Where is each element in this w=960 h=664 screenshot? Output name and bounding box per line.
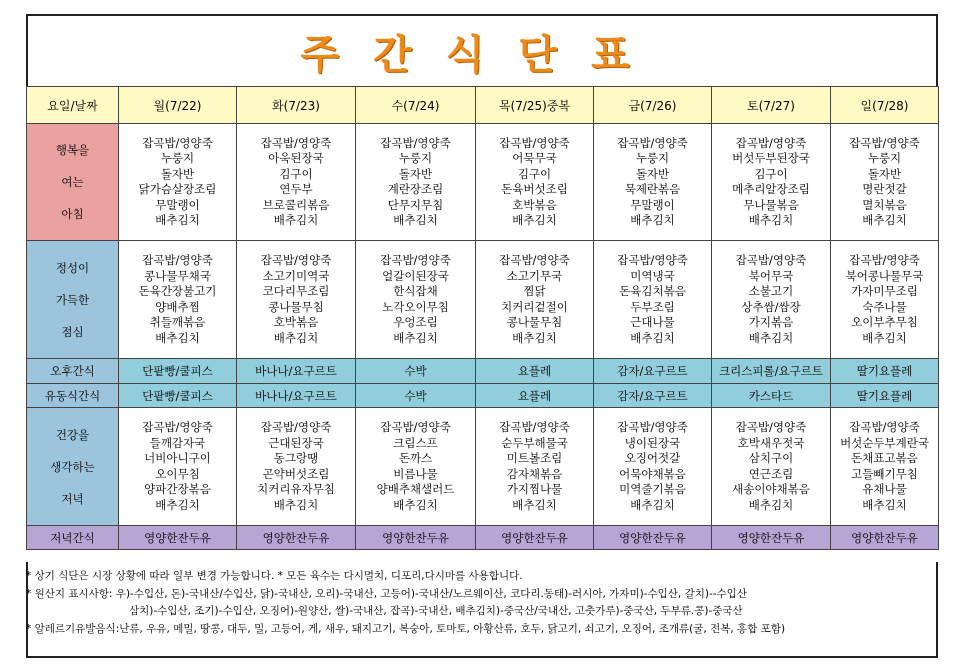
meal-cell <box>831 241 939 359</box>
meal-cell <box>476 408 594 526</box>
menu-item: 코다리무조림 <box>262 284 330 298</box>
menu-item: 배추김치 <box>273 330 319 345</box>
menu-item: 배추김치 <box>512 497 557 512</box>
menu-item: 누룽지 <box>867 151 902 165</box>
meal-cell <box>119 408 237 526</box>
row-label-line: 점심 <box>61 324 84 339</box>
menu-item: 누룽지 <box>398 151 433 165</box>
footnote-line: 삼치)-수입산, 조기)-수입산, 오징어)-원양산, 쌀)-국내산, 잡곡)-국내산, 배추김치)-중국산/국내산, 고춧가루)-중국산, 두부류.콩)-중국산 <box>129 605 743 617</box>
menu-item: 곤약버섯조림 <box>262 466 330 481</box>
menu-item: 연두부 <box>279 182 313 196</box>
meal-cell <box>119 241 237 359</box>
menu-item: 배추김치 <box>393 497 438 512</box>
menu-item: 무말랭이 <box>155 197 200 212</box>
menu-item: 돈육김치볶음 <box>619 284 686 298</box>
snack-cell: 바나나/요구르트 <box>237 384 356 408</box>
meal-cell <box>356 241 476 359</box>
menu-item: 잡곡밥/영양죽 <box>617 253 688 267</box>
menu-item: 크림스프 <box>393 435 438 450</box>
evening-snack-header: 저녁간식 <box>27 526 119 550</box>
menu-item: 연근조림 <box>748 466 794 481</box>
menu-item: 배추김치 <box>748 497 794 512</box>
weekly-menu-table <box>26 86 939 550</box>
menu-item: 콩나물무침 <box>268 299 324 314</box>
snack-cell: 영양한잔두유 <box>476 526 594 550</box>
menu-item: 양파간장볶음 <box>144 482 211 496</box>
day-header-thu: 목(7/25)중복 <box>476 87 594 124</box>
row-label-line: 행복을 <box>55 143 90 157</box>
snack-cell: 요플레 <box>476 359 594 384</box>
menu-item: 오징어젓갈 <box>624 451 681 465</box>
menu-item: 양배추채샐러드 <box>376 482 455 496</box>
footnote-line: * 원산지 표시사항: 우)-수입산, 돈)-국내산/수입산, 닭)-국내산, 오리)-국내산, 고등어)-국내산/노르웨이산, 코다리.동태)-러시아, 가자미)-수입산, 갈치)--수입산 <box>26 587 747 600</box>
menu-item: 들깨감자국 <box>149 435 206 450</box>
menu-item: 동그랑땡 <box>273 451 319 465</box>
menu-item: 돈육버섯조림 <box>501 182 568 196</box>
row-label-line: 건강을 <box>55 427 90 442</box>
lunch-row-header <box>27 241 119 359</box>
menu-item: 배추김치 <box>862 330 907 345</box>
menu-item: 고들빼기무침 <box>851 466 918 481</box>
menu-item: 미역냉국 <box>630 268 675 283</box>
menu-item: 돌자반 <box>398 166 433 181</box>
liquid-snack-row <box>27 384 939 408</box>
meal-cell <box>237 124 356 241</box>
menu-item: 삼치구이 <box>748 451 794 465</box>
snack-cell: 영양한잔두유 <box>119 526 237 550</box>
menu-item: 김구이 <box>517 166 552 181</box>
menu-item: 근대된장국 <box>268 435 324 450</box>
menu-item: 잡곡밥/영양죽 <box>735 135 807 150</box>
breakfast-row <box>27 124 939 241</box>
menu-item: 얼갈이된장국 <box>382 268 449 283</box>
row-label-line: 여는 <box>61 175 84 189</box>
meal-cell <box>712 408 831 526</box>
meal-cell <box>594 241 712 359</box>
menu-item: 잡곡밥/영양죽 <box>849 420 920 434</box>
menu-item: 잡곡밥/영양죽 <box>260 253 332 267</box>
menu-item: 너비아니구이 <box>144 451 211 465</box>
footnotes <box>26 568 936 638</box>
menu-item: 배추김치 <box>273 497 319 512</box>
snack-cell: 영양한잔두유 <box>356 526 476 550</box>
snack-cell: 단팥빵/쿨피스 <box>119 384 237 408</box>
menu-item: 배추김치 <box>630 497 675 512</box>
day-header-sun: 일(7/28) <box>831 87 939 124</box>
menu-item: 멸치볶음 <box>862 197 907 212</box>
menu-item: 북어콩나물무국 <box>845 268 924 283</box>
menu-item: 명란젓갈 <box>862 182 907 196</box>
menu-item: 무나물볶음 <box>743 197 799 212</box>
dinner-row <box>27 408 939 526</box>
meal-cell <box>712 241 831 359</box>
row-label-line: 저녁 <box>61 491 84 506</box>
snack-cell: 영양한잔두유 <box>594 526 712 550</box>
menu-item: 김구이 <box>754 166 788 181</box>
menu-item: 배추김치 <box>630 213 675 227</box>
menu-item: 잡곡밥/영양죽 <box>499 420 570 434</box>
footnote-line: * 알레르기유발음식:난류, 우유, 메밀, 땅콩, 대두, 밀, 고등어, 게, 새우, 돼지고기, 복숭아, 토마토, 아황산류, 호두, 닭고기, 쇠고기, 오징어, 조개류(굴, 전복, 홍합 포함) <box>26 622 786 635</box>
menu-item: 가지볶음 <box>748 315 794 329</box>
menu-item: 배추김치 <box>748 213 794 227</box>
menu-item: 냉이된장국 <box>624 435 681 450</box>
meal-cell <box>476 241 594 359</box>
snack-cell: 단팥빵/쿨피스 <box>119 359 237 384</box>
menu-item: 양배추찜 <box>155 299 200 314</box>
snack-cell: 바나나/요구르트 <box>237 359 356 384</box>
menu-item: 순두부해물국 <box>501 435 568 450</box>
snack-cell: 감자/요구르트 <box>594 384 712 408</box>
menu-item: 누룽지 <box>160 151 195 165</box>
menu-item: 돈육간장불고기 <box>138 284 217 298</box>
day-header-fri: 금(7/26) <box>594 87 712 124</box>
menu-item: 호박볶음 <box>273 315 319 329</box>
meal-cell <box>712 124 831 241</box>
menu-item: 배추김치 <box>748 330 794 345</box>
menu-item: 소고기무국 <box>506 268 563 283</box>
menu-item: 노각오이무침 <box>382 299 449 314</box>
day-header-wed: 수(7/24) <box>356 87 476 124</box>
corner-cell: 요일/날짜 <box>27 87 119 124</box>
menu-item: 오이부추무침 <box>851 315 918 329</box>
menu-item: 소고기미역국 <box>262 268 330 283</box>
snack-cell: 크리스피롤/요구르트 <box>712 359 831 384</box>
snack-cell: 수박 <box>356 359 476 384</box>
menu-item: 배추김치 <box>155 213 200 227</box>
menu-item: 잡곡밥/영양죽 <box>849 253 920 267</box>
menu-sheet <box>26 14 936 658</box>
evening-snack-row <box>27 526 939 550</box>
menu-item: 어묵무국 <box>512 151 557 165</box>
menu-item: 잡곡밥/영양죽 <box>142 420 213 434</box>
snack-cell: 딸기요플레 <box>831 384 939 408</box>
menu-item: 잡곡밥/영양죽 <box>735 420 807 434</box>
frame-right <box>936 562 938 658</box>
menu-item: 배추김치 <box>630 330 675 345</box>
menu-item: 치커리겉절이 <box>501 299 568 314</box>
menu-item: 브로콜리볶음 <box>262 197 330 212</box>
breakfast-row-header <box>27 124 119 241</box>
menu-item: 어묵야채볶음 <box>619 466 686 481</box>
menu-item: 잡곡밥/영양죽 <box>380 253 451 267</box>
menu-item: 유채나물 <box>862 482 907 496</box>
day-header-tue: 화(7/23) <box>237 87 356 124</box>
menu-item: 배추김치 <box>155 497 200 512</box>
menu-item: 잡곡밥/영양죽 <box>142 135 213 150</box>
menu-item: 한식잡채 <box>393 284 438 298</box>
menu-item: 미역줄기볶음 <box>619 482 686 496</box>
menu-item: 배추김치 <box>862 497 907 512</box>
menu-item: 호박볶음 <box>512 197 557 212</box>
meal-cell <box>476 124 594 241</box>
liquid-snack-header: 유동식간식 <box>27 384 119 408</box>
page-title: 주간식단표 <box>300 30 664 78</box>
menu-item: 잡곡밥/영양죽 <box>499 135 570 150</box>
menu-item: 누룽지 <box>635 151 670 165</box>
snack-cell: 수박 <box>356 384 476 408</box>
menu-item: 계란장조림 <box>387 182 444 196</box>
menu-item: 배추김치 <box>512 213 557 227</box>
menu-item: 잡곡밥/영양죽 <box>617 420 688 434</box>
meal-cell <box>119 124 237 241</box>
meal-cell <box>594 408 712 526</box>
menu-item: 배추김치 <box>155 330 200 345</box>
menu-item: 무말랭이 <box>630 197 675 212</box>
menu-item: 닭가슴살장조림 <box>138 182 217 196</box>
menu-item: 가자미무조림 <box>851 284 918 298</box>
menu-item: 메추리알장조림 <box>732 182 810 196</box>
snack-cell: 영양한잔두유 <box>712 526 831 550</box>
menu-item: 가지찜나물 <box>506 482 563 496</box>
snack-cell: 영양한잔두유 <box>237 526 356 550</box>
lunch-row <box>27 241 939 359</box>
menu-item: 배추김치 <box>273 213 319 227</box>
menu-item: 잡곡밥/영양죽 <box>499 253 570 267</box>
afternoon-snack-row <box>27 359 939 384</box>
row-label-line: 정성이 <box>55 260 90 275</box>
menu-item: 버섯두부된장국 <box>732 151 810 165</box>
row-label-line: 가득한 <box>55 292 90 307</box>
menu-item: 미트볼조림 <box>506 451 563 465</box>
menu-item: 아욱된장국 <box>268 151 324 165</box>
menu-item: 버섯순두부계란국 <box>840 435 929 450</box>
snack-cell: 카스타드 <box>712 384 831 408</box>
menu-item: 잡곡밥/영양죽 <box>380 420 451 434</box>
menu-item: 잡곡밥/영양죽 <box>735 253 807 267</box>
snack-cell: 딸기요플레 <box>831 359 939 384</box>
menu-item: 근대나물 <box>630 315 675 329</box>
meal-cell <box>356 408 476 526</box>
menu-item: 두부조림 <box>630 299 675 314</box>
snack-cell: 감자/요구르트 <box>594 359 712 384</box>
menu-item: 배추김치 <box>393 330 438 345</box>
frame-bottom <box>26 656 938 658</box>
meal-cell <box>831 408 939 526</box>
meal-cell <box>237 241 356 359</box>
menu-item: 잡곡밥/영양죽 <box>260 135 332 150</box>
menu-item: 콩나물무채국 <box>144 268 211 283</box>
menu-item: 오이무침 <box>155 466 200 481</box>
day-header-mon: 월(7/22) <box>119 87 237 124</box>
menu-item: 돌자반 <box>160 166 195 181</box>
menu-item: 잡곡밥/영양죽 <box>380 135 451 150</box>
menu-item: 치커리유자무침 <box>257 482 335 496</box>
meal-cell <box>356 124 476 241</box>
header-row <box>27 87 939 124</box>
meal-cell <box>831 124 939 241</box>
menu-item: 찜닭 <box>523 284 546 298</box>
menu-item: 배추김치 <box>393 213 438 227</box>
menu-item: 취들깨볶음 <box>149 315 206 329</box>
menu-item: 상추쌈/쌈장 <box>741 299 801 314</box>
menu-item: 호박새우젓국 <box>737 435 805 450</box>
menu-item: 비름나물 <box>393 466 438 481</box>
row-label-line: 아침 <box>61 207 84 221</box>
dinner-row-header <box>27 408 119 526</box>
menu-item: 돈채표고볶음 <box>851 451 918 465</box>
day-header-sat: 토(7/27) <box>712 87 831 124</box>
menu-item: 돌자반 <box>635 166 670 181</box>
menu-item: 배추김치 <box>862 213 907 227</box>
snack-cell: 요플레 <box>476 384 594 408</box>
snack-cell: 영양한잔두유 <box>831 526 939 550</box>
footnote-line: * 상기 식단은 시장 상황에 따라 일부 변경 가능합니다. * 모든 육수는 다시멸치, 디포리,다시마를 사용합니다. <box>26 570 523 582</box>
title-box <box>26 14 938 86</box>
menu-item: 콩나물무침 <box>506 315 563 329</box>
menu-item: 숙주나물 <box>862 299 907 314</box>
row-label-line: 생각하는 <box>50 459 95 474</box>
menu-item: 잡곡밥/영양죽 <box>849 135 920 150</box>
menu-item: 단무지무침 <box>387 197 444 212</box>
meal-cell <box>237 408 356 526</box>
afternoon-snack-header: 오후간식 <box>27 359 119 384</box>
menu-item: 잡곡밥/영양죽 <box>142 253 213 267</box>
menu-item: 잡곡밥/영양죽 <box>260 420 332 434</box>
menu-item: 감자채볶음 <box>506 466 563 481</box>
menu-item: 우엉조림 <box>393 315 438 329</box>
menu-item: 잡곡밥/영양죽 <box>617 135 688 150</box>
menu-item: 새송이야채볶음 <box>732 482 810 496</box>
meal-cell <box>594 124 712 241</box>
menu-item: 돌자반 <box>867 166 902 181</box>
menu-item: 배추김치 <box>512 330 557 345</box>
menu-item: 북어무국 <box>748 268 794 283</box>
menu-item: 김구이 <box>279 166 313 181</box>
menu-item: 돈까스 <box>398 451 433 465</box>
menu-item: 소불고기 <box>748 284 794 298</box>
menu-item: 묵제란볶음 <box>624 182 681 196</box>
